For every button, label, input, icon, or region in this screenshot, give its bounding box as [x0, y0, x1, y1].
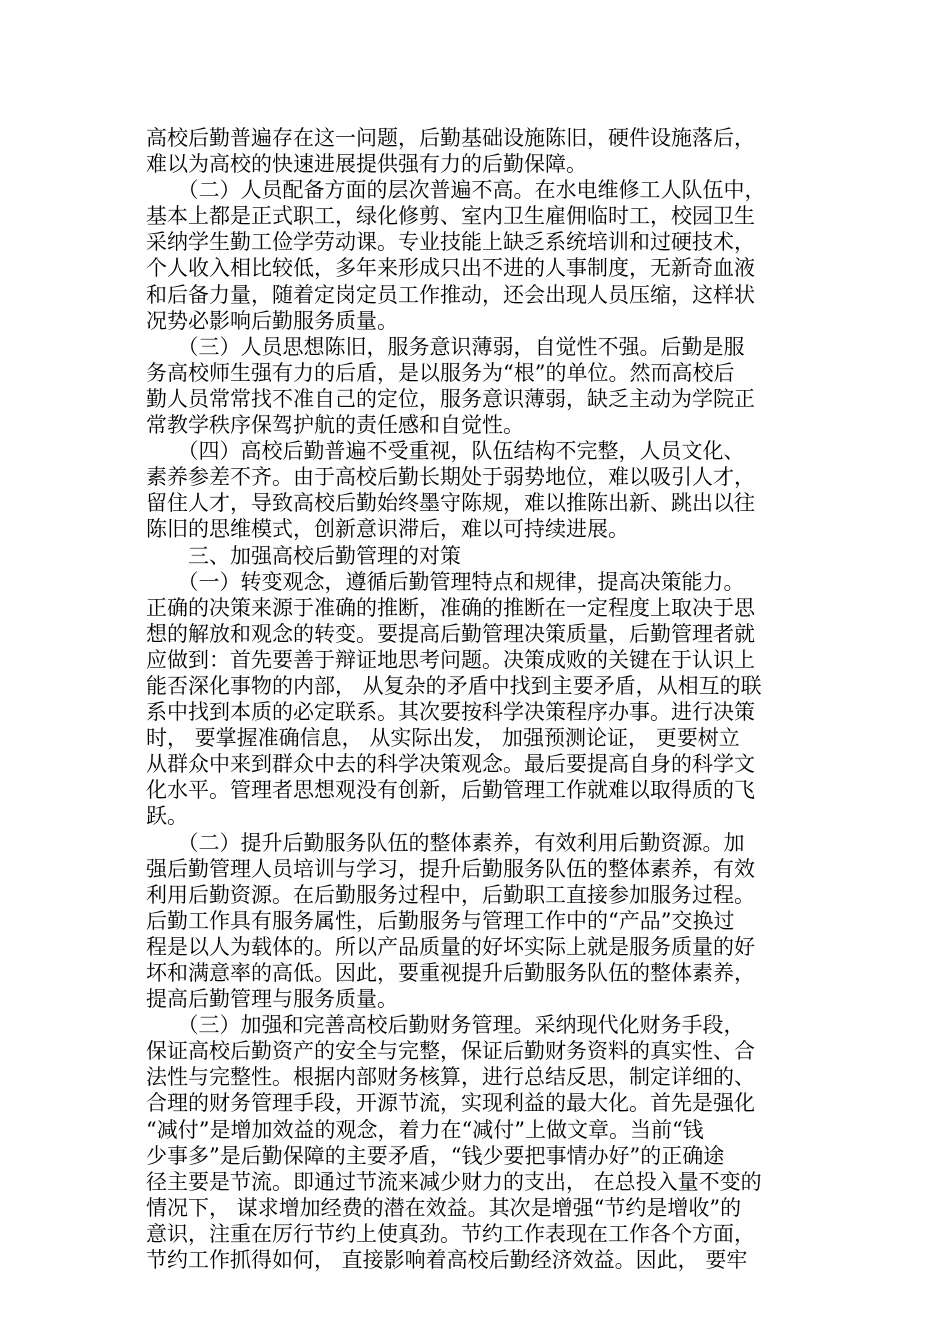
text-line: 坏和满意率的高低。因此，要重视提升后勤服务队伍的整体素养，: [146, 961, 755, 985]
text-line: 留住人才，导致高校后勤始终墨守陈规，难以推陈出新、跳出以往: [146, 491, 755, 516]
text-line: 高校后勤普遍存在这一问题，后勤基础设施陈旧，硬件设施落后，: [146, 126, 755, 150]
text-line: 陈旧的思维模式，创新意识滞后，难以可持续进展。: [146, 517, 629, 542]
text-line: （四）高校后勤普遍不受重视，队伍结构不完整，人员文化、: [146, 439, 745, 464]
text-line: 想的解放和观念的转变。要提高后勤管理决策质量，后勤管理者就: [146, 621, 755, 646]
text-line: 强后勤管理人员培训与学习，提升后勤服务队伍的整体素养，有效: [146, 856, 755, 881]
text-line: （二）人员配备方面的层次普遍不高。在水电维修工人队伍中，: [146, 178, 766, 203]
text-line: 意识，注重在厉行节约上使真劲。节约工作表现在工作各个方面，: [146, 1221, 755, 1246]
text-line: 正确的决策来源于准确的推断，准确的推断在一定程度上取决于思: [146, 595, 755, 620]
text-line: 和后备力量，随着定岗定员工作推动，还会出现人员压缩，这样状: [146, 282, 755, 307]
text-line: （一）转变观念，遵循后勤管理特点和规律，提高决策能力。: [146, 569, 745, 594]
text-line: （三）加强和完善高校后勤财务管理。采纳现代化财务手段，: [146, 1013, 745, 1038]
text-line: 后勤工作具有服务属性，后勤服务与管理工作中的“产品”交换过: [146, 908, 735, 933]
text-line: 基本上都是正式职工，绿化修剪、室内卫生雇佣临时工，校园卫生: [146, 204, 755, 229]
text-line: 径主要是节流。即通过节流来减少财力的支出， 在总投入量不变的: [146, 1169, 762, 1194]
text-line: 提高后勤管理与服务质量。: [146, 987, 398, 1012]
text-line: 少事多”是后勤保障的主要矛盾，“钱少要把事情办好”的正确途: [146, 1143, 725, 1168]
text-line: 常教学秩序保驾护航的责任感和自觉性。: [146, 413, 524, 438]
text-line: 况势必影响后勤服务质量。: [146, 308, 398, 333]
text-line: “减付”是增加效益的观念，着力在“减付”上做文章。当前“钱: [146, 1117, 704, 1142]
text-line: 三、加强高校后勤管理的对策: [146, 543, 461, 568]
text-line: （三）人员思想陈旧，服务意识薄弱，自觉性不强。后勤是服: [146, 334, 745, 359]
text-line: 保证高校后勤资产的安全与完整，保证后勤财务资料的真实性、合: [146, 1039, 755, 1064]
text-line: 法性与完整性。根据内部财务核算，进行总结反思，制定详细的、: [146, 1065, 755, 1090]
text-line: 务高校师生强有力的后盾，是以服务为“根”的单位。然而高校后: [146, 360, 735, 385]
text-line: 利用后勤资源。在后勤服务过程中，后勤职工直接参加服务过程。: [146, 882, 755, 907]
text-line: 难以为高校的快速进展提供强有力的后勤保障。: [146, 152, 587, 177]
body-text: [146, 125, 806, 1273]
text-line: 时， 要掌握准确信息， 从实际出发， 加强预测论证， 更要树立: [146, 726, 740, 751]
text-line: 程是以人为载体的。所以产品质量的好坏实际上就是服务质量的好: [146, 934, 755, 959]
text-line: 采纳学生勤工俭学劳动课。专业技能上缺乏系统培训和过硬技术，: [146, 230, 755, 255]
text-line: 素养参差不齐。由于高校后勤长期处于弱势地位，难以吸引人才，: [146, 465, 755, 490]
text-line: 勤人员常常找不准自己的定位，服务意识薄弱，缺乏主动为学院正: [146, 386, 755, 411]
text-line: 应做到：首先要善于辩证地思考问题。决策成败的关键在于认识上: [146, 647, 755, 672]
text-line: 跃。: [146, 804, 188, 829]
text-line: 化水平。管理者思想观没有创新，后勤管理工作就难以取得质的飞: [146, 778, 755, 803]
text-line: （二）提升后勤服务队伍的整体素养，有效利用后勤资源。加: [146, 830, 745, 855]
text-line: 个人收入相比较低，多年来形成只出不进的人事制度，无新奇血液: [146, 256, 755, 281]
text-line: 合理的财务管理手段，开源节流，实现利益的最大化。首先是强化: [146, 1091, 755, 1116]
text-line: 节约工作抓得如何， 直接影响着高校后勤经济效益。因此， 要牢: [146, 1248, 748, 1273]
text-line: 能否深化事物的内部， 从复杂的矛盾中找到主要矛盾，从相互的联: [146, 673, 762, 698]
text-line: 系中找到本质的必定联系。其次要按科学决策程序办事。进行决策: [146, 700, 755, 725]
text-line: 情况下， 谋求增加经费的潜在效益。其次是增强“节约是增收”的: [146, 1195, 742, 1220]
text-line: 从群众中来到群众中去的科学决策观念。最后要提高自身的科学文: [146, 752, 755, 777]
